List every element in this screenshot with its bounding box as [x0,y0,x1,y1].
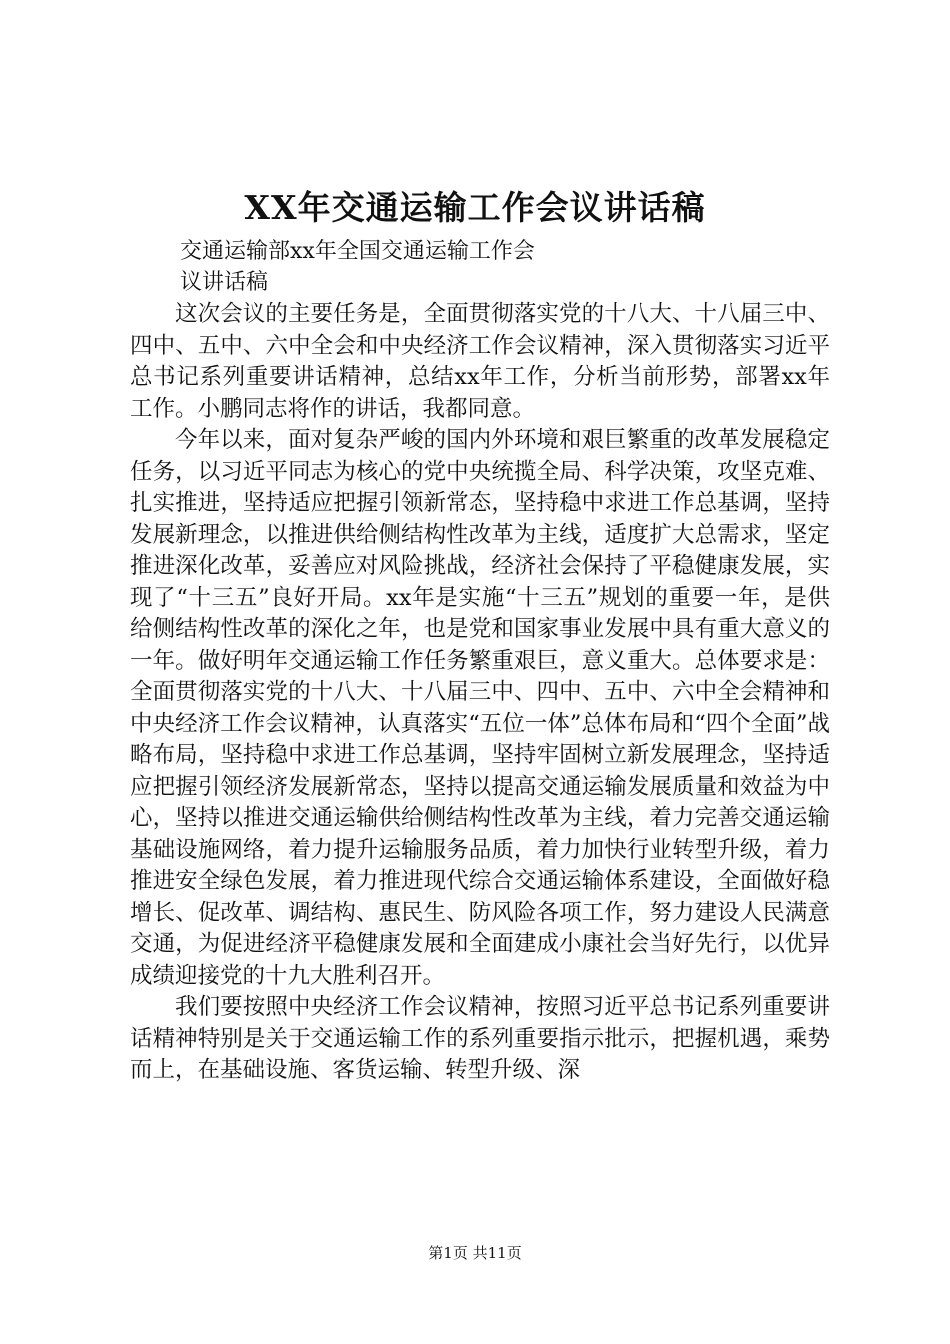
document-body [130,299,830,1087]
subtitle-line-2: 议讲话稿 [180,270,269,295]
paragraph: 今年以来，面对复杂严峻的国内外环境和艰巨繁重的改革发展稳定任务，以习近平同志为核心的党中央统揽全局、科学决策，攻坚克难、扎实推进，坚持适应把握引领新常态，坚持稳中求进工作总基调，坚持发展新理念，以推进供给侧结构性改革为主线，适度扩大总需求，坚定推进深化改革，妥善应对风险挑战，经济社会保持了平稳健康发展，实现了“十三五”良好开局。xx年是实施“十三五”规划的重要一年，是供给侧结构性改革的深化之年，也是党和国家事业发展中具有重大意义的一年。做好明年交通运输工作任务繁重艰巨，意义重大。总体要求是：全面贯彻落实党的十八大、十八届三中、四中、五中、六中全会精神和中央经济工作会议精神，认真落实“五位一体”总体布局和“四个全面”战略布局，坚持稳中求进工作总基调，坚持牢固树立新发展理念，坚持适应把握引领经济发展新常态，坚持以提高交通运输发展质量和效益为中心，坚持以推进交通运输供给侧结构性改革为主线，着力完善交通运输基础设施网络，着力提升运输服务品质，着力加快行业转型升级，着力推进安全绿色发展，着力推进现代综合交通运输体系建设，全面做好稳增长、促改革、调结构、惠民生、防风险各项工作，努力建设人民满意交通，为促进经济平稳健康发展和全面建成小康社会当好先行，以优异成绩迎接党的十九大胜利召开。 [130,427,830,989]
paragraph: 这次会议的主要任务是，全面贯彻落实党的十八大、十八届三中、四中、五中、六中全会和中央经济工作会议精神，深入贯彻落实习近平总书记系列重要讲话精神，总结xx年工作，分析当前形势，部署xx年工作。小鹏同志将作的讲话，我都同意。 [130,301,830,422]
subtitle-line-1: 交通运输部xx年全国交通运输工作会 [180,239,535,264]
document-title: XX年交通运输工作会议讲话稿 [244,188,706,227]
document-subtitle [180,236,640,298]
paragraph: 我们要按照中央经济工作会议精神，按照习近平总书记系列重要讲话精神特别是关于交通运输工作的系列重要指示批示，把握机遇，乘势而上，在基础设施、客货运输、转型升级、深 [130,994,830,1083]
page-number-footer: 第1页 共11页 [428,1244,522,1262]
